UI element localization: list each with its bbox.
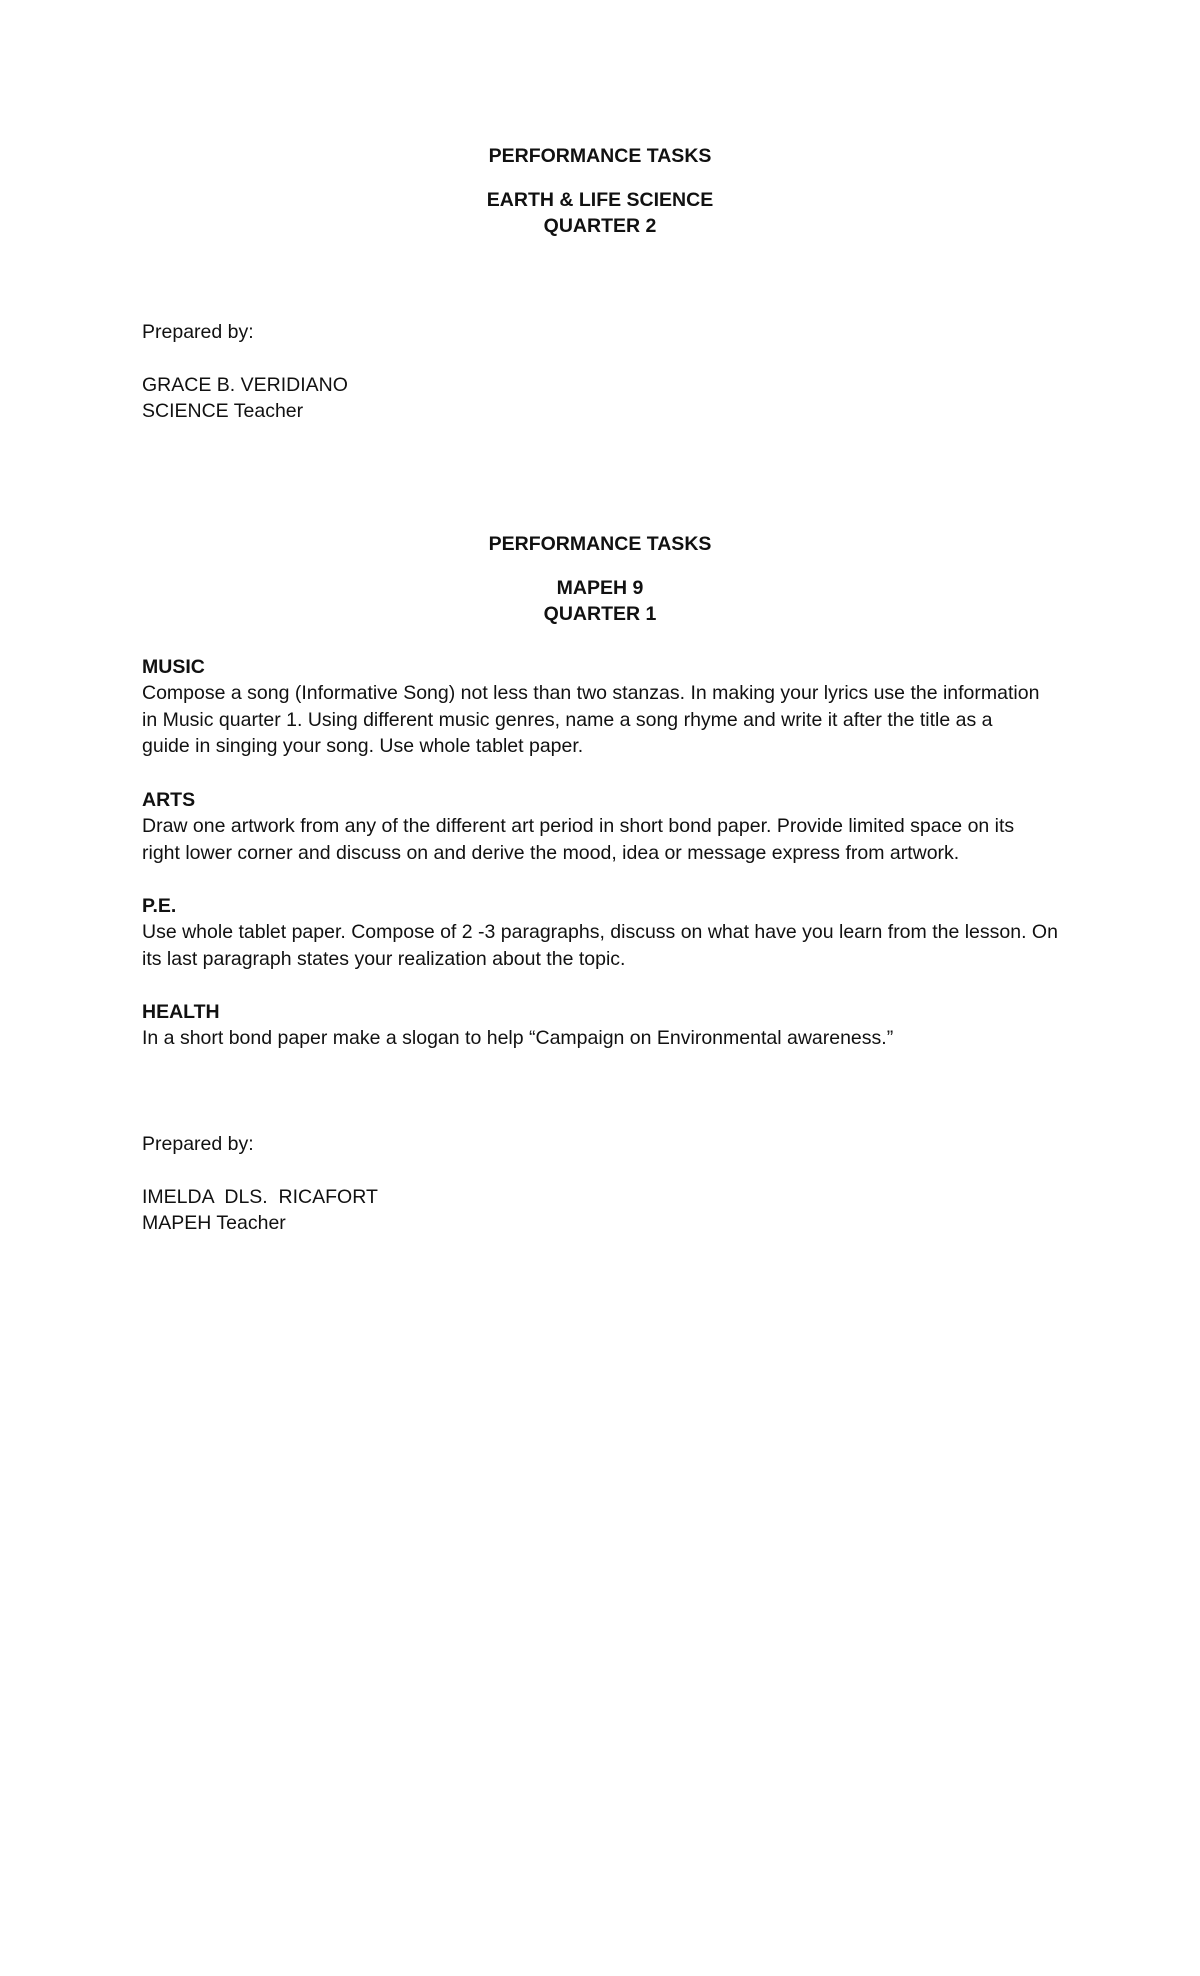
section2-preparer-role: MAPEH Teacher [142,1212,286,1234]
task-body-music [142,680,1082,760]
section2-title: PERFORMANCE TASKS [488,533,712,555]
section1-prepared-label: Prepared by: [142,321,254,343]
section2-subject: MAPEH 9 [556,577,644,599]
task-line: guide in singing your song. Use whole tablet paper. [142,735,584,757]
task-line: Compose a song (Informative Song) not less than two stanzas. In making your lyrics use the information [142,682,1040,704]
task-line: its last paragraph states your realization about the topic. [142,947,626,970]
task-body-arts [142,813,1082,866]
task-heading-music: MUSIC [142,656,205,678]
task-body-health [142,1025,1082,1052]
task-line: Use whole tablet paper. Compose of 2 -3 paragraphs, discuss on what have you learn from the lesson. On [142,921,1058,943]
task-line: In a short bond paper make a slogan to help “Campaign on Environmental awareness.” [142,1027,894,1049]
task-body-pe [142,919,1082,972]
task-line: in Music quarter 1. Using different music genres, name a song rhyme and write it after the title as a [142,708,993,731]
section1-quarter: QUARTER 2 [543,215,657,237]
section1-title: PERFORMANCE TASKS [488,145,712,167]
section2-quarter: QUARTER 1 [543,603,657,625]
task-heading-health: HEALTH [142,1001,220,1023]
task-heading-pe: P.E. [142,895,177,917]
task-heading-arts: ARTS [142,789,196,811]
section1-preparer-role: SCIENCE Teacher [142,400,304,422]
section1-subject: EARTH & LIFE SCIENCE [486,189,714,211]
task-line: Draw one artwork from any of the different art period in short bond paper. Provide limited space on its [142,815,1015,837]
section2-preparer-name: IMELDA DLS. RICAFORT [142,1186,378,1208]
task-line: right lower corner and discuss on and derive the mood, idea or message express from artwork. [142,841,960,864]
section1-preparer-name: GRACE B. VERIDIANO [142,374,348,396]
section2-prepared-label: Prepared by: [142,1133,254,1155]
